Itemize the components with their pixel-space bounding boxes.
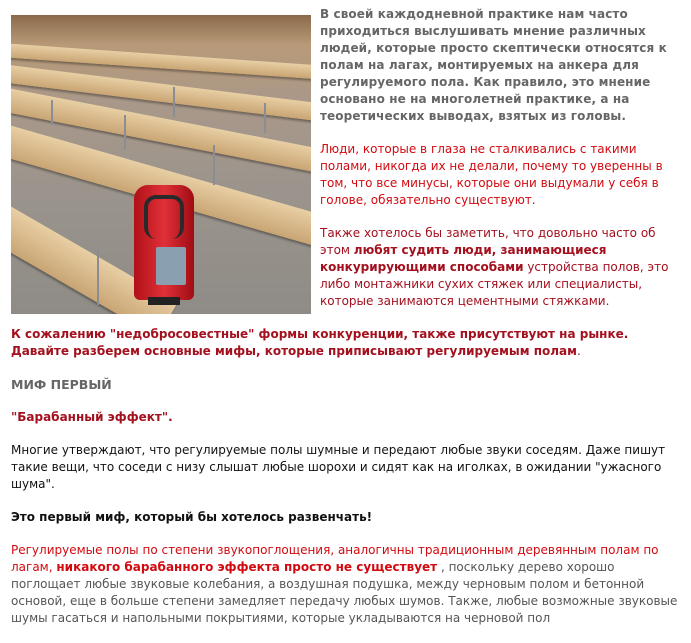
anchor-bolt	[97, 250, 99, 305]
myth-debunk-statement: Это первый миф, который бы хотелось развенчать!	[11, 510, 373, 524]
laser-base	[148, 297, 180, 305]
anchor-bolt	[264, 103, 266, 133]
myth-title: "Барабанный эффект".	[11, 410, 173, 424]
laser-panel	[156, 247, 186, 285]
competitors-text-before: Также хотелось бы заметить, что довольно часто об этом	[320, 226, 656, 257]
laser-level-device	[134, 185, 194, 300]
unfair-competition-text: К сожалению "недобросовестные" формы конкуренции, также присутствуют на рынке. Давайте разберем основные мифы, которые приписывают регулируемым полам	[11, 327, 629, 358]
intro-paragraph: В своей каждодневной практике нам часто приходиться выслушивать мнение различных людей, которые просто скептически относятся к полам на лагах, монтируемых на анкера для регулируемого пола. Как правило, это мнение основано не на многолетней практике, а на теоретических выводах, взятых из головы.	[320, 7, 667, 123]
myth-heading: МИФ ПЕРВЫЙ	[11, 377, 112, 392]
rebuttal-highlight: никакого барабанного эффекта просто не существует	[56, 560, 438, 574]
rebuttal-paragraph	[11, 542, 687, 627]
unfair-competition-paragraph	[11, 326, 687, 360]
anchor-bolt	[213, 145, 215, 185]
anchor-bolt	[173, 87, 175, 117]
people-paragraph: Люди, которые в глаза не сталкивались с такими полами, никогда их не делали, почему то уверенны в том, что все минусы, которые они выдумали у себя в голове, обязательно существуют.	[320, 142, 663, 207]
article-photo	[11, 15, 311, 314]
competitors-text-after: устройства полов, это либо монтажники сухих стяжек или специалисты, которые занимаются цементными стяжками.	[320, 260, 669, 308]
laser-handle	[144, 195, 184, 239]
competitors-highlight: любят судить люди, занимающиеся конкурирующими способами	[320, 243, 607, 274]
unfair-competition-tail: .	[576, 344, 581, 358]
rebuttal-gray-text: , поскольку дерево хорошо поглощает любые звуковые колебания, а воздушная подушка, между черновым полом и бетонной основой, еще в больше степени замедляет передачу любых шумов. Также, любые возможные звуковые шумы гасаться и напольными покрытиями, которые укладываются на черновой пол	[11, 560, 678, 625]
rebuttal-red-text: Регулируемые полы по степени звукопоглощения, аналогичны традиционным деревянным полам по лагам,	[11, 543, 659, 574]
article	[11, 6, 687, 643]
myth-claim-paragraph: Многие утверждают, что регулируемые полы шумные и передают любые звуки соседям. Даже пишут такие вещи, что соседи с низу слышат любые шорохи и сидят как на иголках, в ожидании "ужасного шума".	[11, 443, 666, 491]
anchor-bolt	[51, 100, 53, 125]
anchor-bolt	[124, 115, 126, 150]
